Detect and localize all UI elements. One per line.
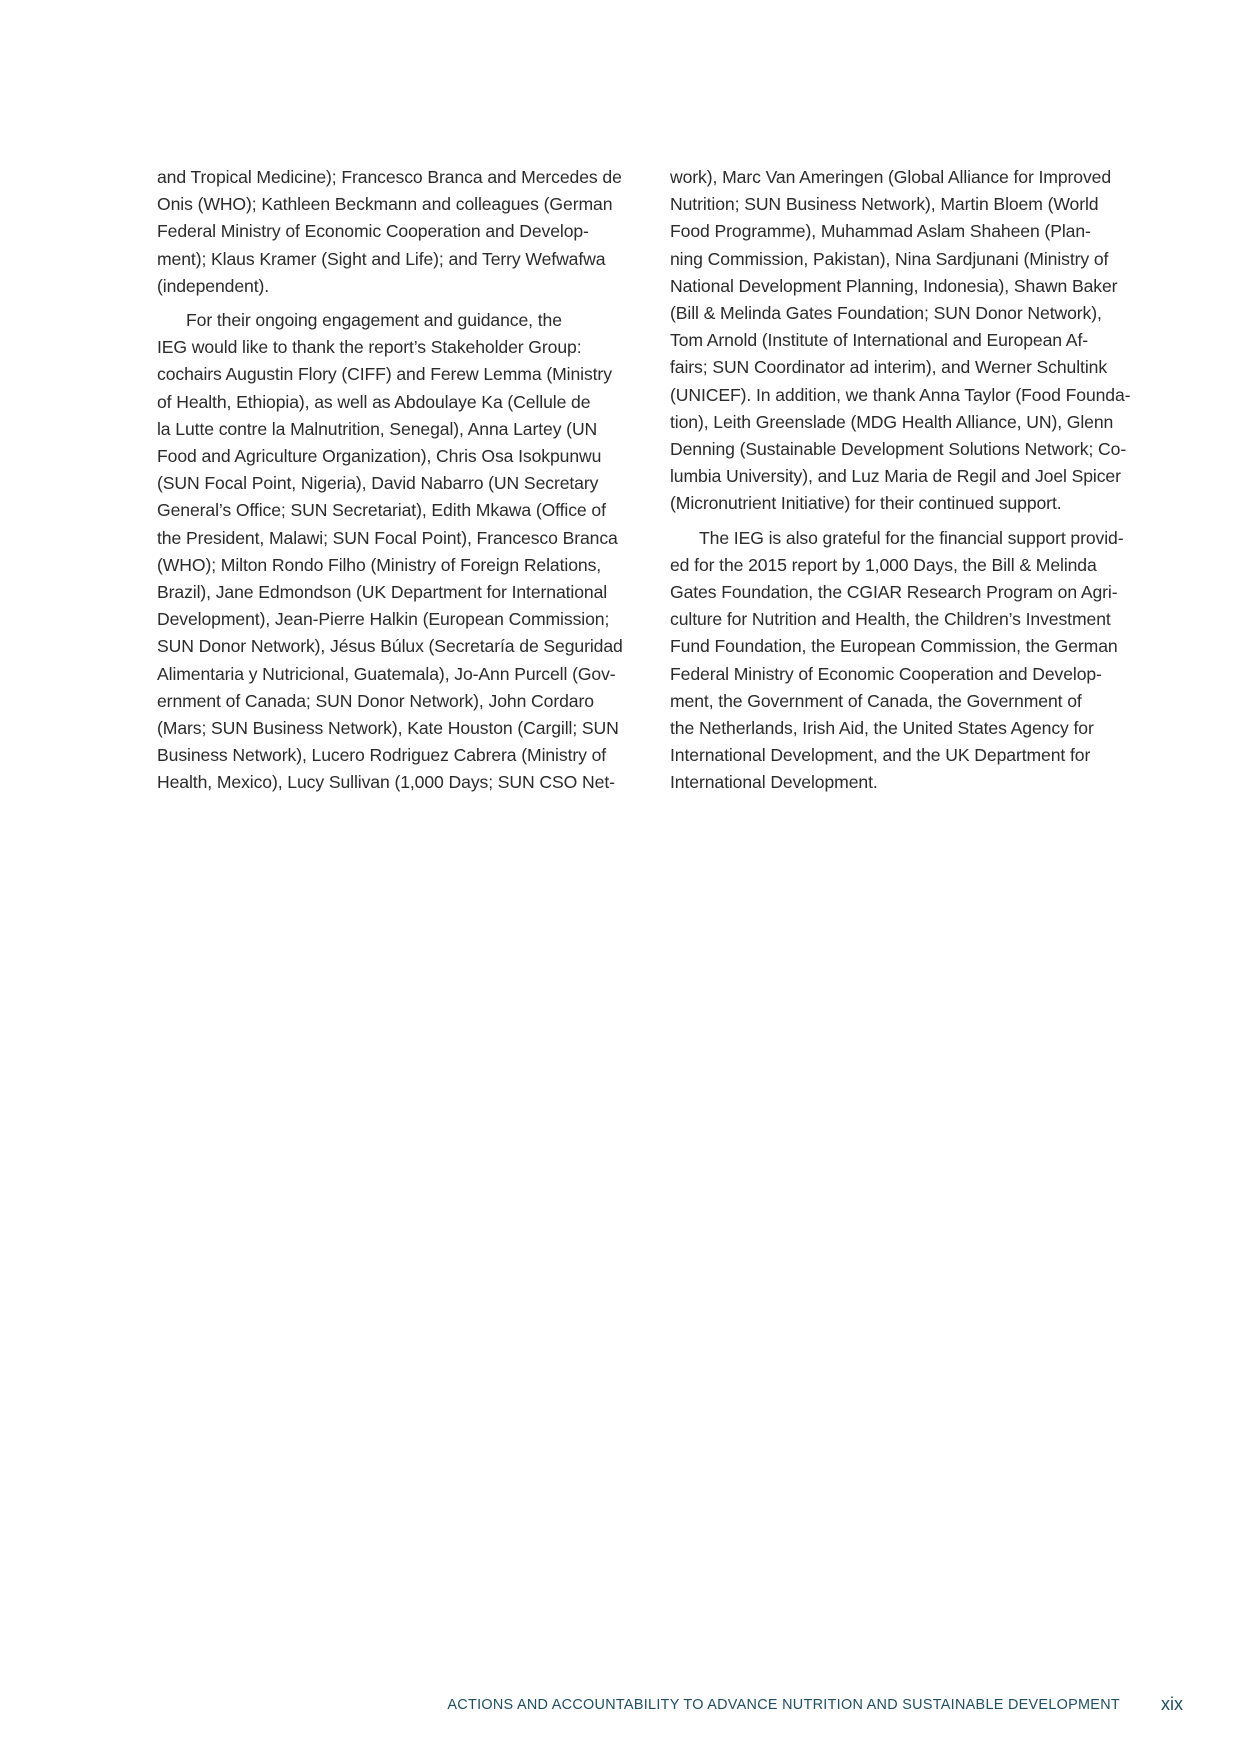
text-line: (Micronutrient Initiative) for their continued support. — [670, 493, 1062, 514]
text-line: International Development, and the UK Department for — [670, 745, 1091, 766]
text-line: ed for the 2015 report by 1,000 Days, the Bill & Melinda — [670, 554, 1097, 575]
text-line: work), Marc Van Ameringen (Global Alliance for Improved — [670, 167, 1112, 187]
text-line: culture for Nutrition and Health, the Children’s Investment — [670, 609, 1111, 630]
text-line: National Development Planning, Indonesia), Shawn Baker — [670, 275, 1118, 296]
text-line: ning Commission, Pakistan), Nina Sardjunani (Ministry of — [670, 248, 1109, 269]
left-paragraph-1 — [157, 164, 635, 300]
running-title: ACTIONS AND ACCOUNTABILITY TO ADVANCE NUTRITION AND SUSTAINABLE DEVELOPMENT — [447, 1697, 1120, 1713]
right-paragraph-2 — [670, 525, 1148, 797]
text-line: fairs; SUN Coordinator ad interim), and Werner Schultink — [670, 357, 1108, 378]
text-line: Food Programme), Muhammad Aslam Shaheen (Plan- — [670, 221, 1091, 242]
text-line: lumbia University), and Luz Maria de Regil and Joel Spicer — [670, 466, 1121, 487]
text-line: Health, Mexico), Lucy Sullivan (1,000 Days; SUN CSO Net- — [157, 772, 615, 793]
text-line: Federal Ministry of Economic Cooperation and Develop- — [157, 221, 589, 242]
text-line: the Netherlands, Irish Aid, the United States Agency for — [670, 718, 1094, 739]
text-line: Onis (WHO); Kathleen Beckmann and colleagues (German — [157, 194, 613, 215]
text-line: IEG would like to thank the report’s Stakeholder Group: — [157, 337, 582, 358]
text-line: (Mars; SUN Business Network), Kate Houston (Cargill; SUN — [157, 718, 619, 739]
text-line: (UNICEF). In addition, we thank Anna Taylor (Food Founda- — [670, 384, 1131, 405]
text-line: tion), Leith Greenslade (MDG Health Alliance, UN), Glenn — [670, 411, 1114, 432]
text-line: la Lutte contre la Malnutrition, Senegal), Anna Lartey (UN — [157, 418, 598, 439]
text-line: Denning (Sustainable Development Solutions Network; Co- — [670, 439, 1127, 460]
text-line: SUN Donor Network), Jésus Búlux (Secretaría de Seguridad — [157, 636, 623, 657]
text-line: ernment of Canada; SUN Donor Network), John Cordaro — [157, 690, 594, 711]
left-column — [157, 164, 635, 797]
text-line: (WHO); Milton Rondo Filho (Ministry of Foreign Relations, — [157, 554, 602, 575]
right-column — [670, 164, 1148, 797]
text-line: Gates Foundation, the CGIAR Research Program on Agri- — [670, 582, 1118, 603]
left-paragraph-2 — [157, 307, 635, 797]
text-line: the President, Malawi; SUN Focal Point), Francesco Branca — [157, 527, 618, 548]
text-line: Fund Foundation, the European Commission, the German — [670, 636, 1118, 657]
text-line: Food and Agriculture Organization), Chris Osa Isokpunwu — [157, 446, 602, 467]
page-footer — [0, 1694, 1240, 1720]
text-line: and Tropical Medicine); Francesco Branca and Mercedes de — [157, 167, 622, 187]
text-line: cochairs Augustin Flory (CIFF) and Ferew Lemma (Ministry — [157, 364, 612, 385]
text-line: International Development. — [670, 772, 878, 793]
text-line: General’s Office; SUN Secretariat), Edith Mkawa (Office of — [157, 500, 606, 521]
page-number: xix — [1161, 1694, 1183, 1714]
text-line: Business Network), Lucero Rodriguez Cabrera (Ministry of — [157, 745, 607, 766]
text-line: Federal Ministry of Economic Cooperation and Develop- — [670, 663, 1102, 684]
right-paragraph-1 — [670, 164, 1148, 518]
text-line: (SUN Focal Point, Nigeria), David Nabarro (UN Secretary — [157, 473, 599, 494]
text-line: Development), Jean-Pierre Halkin (European Commission; — [157, 609, 610, 630]
text-line: ment, the Government of Canada, the Government of — [670, 690, 1082, 711]
text-line: For their ongoing engagement and guidance, the — [186, 310, 562, 331]
text-line: Nutrition; SUN Business Network), Martin Bloem (World — [670, 194, 1099, 215]
text-line: (Bill & Melinda Gates Foundation; SUN Donor Network), — [670, 303, 1102, 324]
text-line: (independent). — [157, 275, 270, 296]
text-line: of Health, Ethiopia), as well as Abdoulaye Ka (Cellule de — [157, 391, 591, 412]
text-line: Alimentaria y Nutricional, Guatemala), Jo-Ann Purcell (Gov- — [157, 663, 616, 684]
text-line: Tom Arnold (Institute of International and European Af- — [670, 330, 1088, 351]
text-line: The IEG is also grateful for the financial support provid- — [699, 527, 1124, 548]
text-line: ment); Klaus Kramer (Sight and Life); and Terry Wefwafwa — [157, 248, 606, 269]
text-line: Brazil), Jane Edmondson (UK Department for International — [157, 582, 608, 603]
